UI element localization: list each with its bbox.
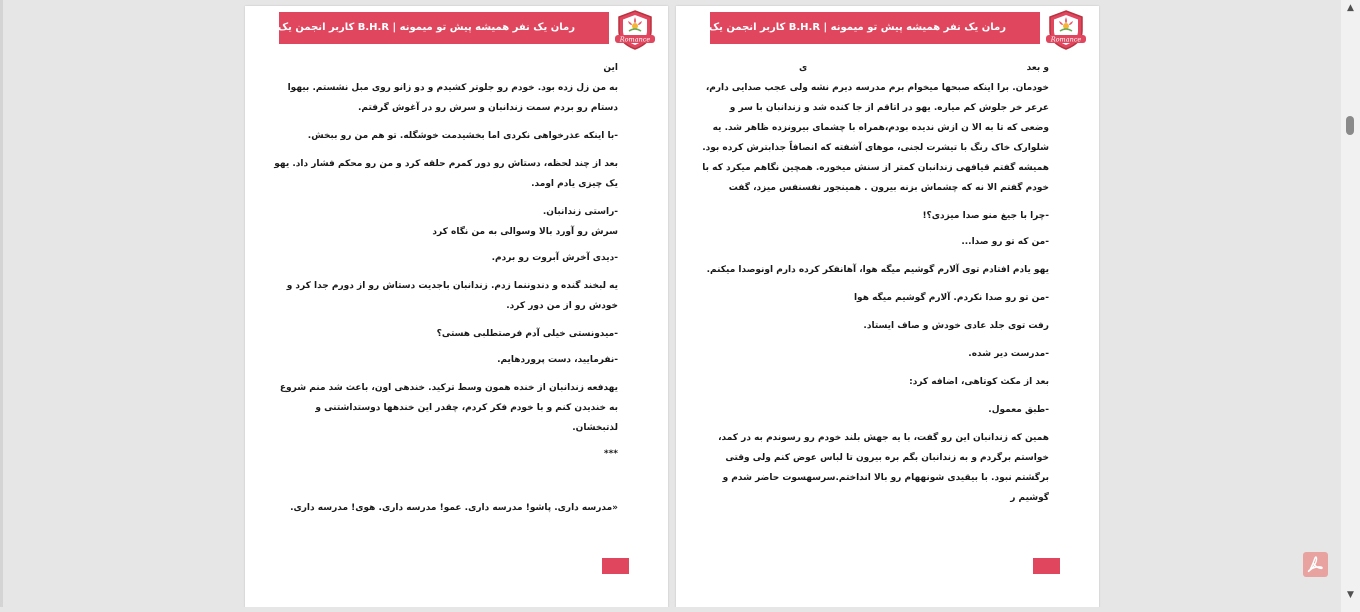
pdf-icon <box>1303 552 1328 577</box>
paragraph: یهدفعه زندانبان از خنده همون وسط ترکید. خندهی اون، باعث شد منم شروع به خندیدن کنم و با خودم فکر کردم، چقدر این خندهها دوستداشتنی و لذتبخشان. <box>279 383 618 433</box>
page-body-text <box>699 58 1049 516</box>
paragraph: -مدرست دیر شده. <box>968 349 1049 359</box>
romance-flower-shield-icon <box>613 9 657 51</box>
scrollbar-thumb[interactable] <box>1346 116 1354 135</box>
paragraph: -من تو رو صدا نکردم. آلارم گوشیم میگه هوا <box>853 293 1049 303</box>
viewer-bottom-edge <box>0 607 1341 612</box>
paragraph: -میدونستی خیلی آدم فرصتطلبی هستی؟ <box>436 329 618 339</box>
paragraph: رفت توی جلد عادی خودش و صاف ایستاد. <box>863 321 1049 331</box>
spacer <box>268 464 618 498</box>
pdf-page-left <box>245 6 668 612</box>
paragraph: -چرا با جیغ منو صدا میزدی؟! <box>922 211 1049 221</box>
pdf-download-button[interactable] <box>1303 552 1328 577</box>
paragraph: -من که تو رو صدا... <box>961 237 1049 247</box>
page-header-banner: رمان یک نفر همیشه پیش تو میمونه | B.H.R کاربر انجمن یک رمان <box>279 12 609 44</box>
paragraph: خودمان. برا اینکه صبحها میخوام برم مدرسه دیرم نشه ولی عجب صدایی دارم، عرعر خر جلوش کم میاره. یهو در اتاقم از جا کنده شد و زندانبان با سر و وضعی که تا به الا ن ازش ندیده بودم،همراه با چشمای بیرونزده ظاهر شد. یه شلوارک خاک رنگ با تیشرت لجنی، موهای آشفته که انصافاً جذابترش کرده بود. همیشه گفتم قیافهی زندانبان کمتر از سنش میخوره. همچین نگاهم میکرد که با خودم گفتم الا نه که چشماش بزنه بیرون . همینجور نفسنفس میزد، گفت <box>702 83 1049 193</box>
paragraph: -راستی زندانبان. <box>542 207 618 217</box>
paragraph: و بعد ی <box>799 63 1049 73</box>
paragraph: -طبق معمول. <box>988 405 1049 415</box>
viewer-left-edge <box>0 0 3 612</box>
paragraph: بعد از چند لحظه، دستاش رو دور کمرم حلقه کرد و من رو محکم فشار داد. یهو یک چیزی یادم اومد. <box>274 159 618 189</box>
paragraph: یه لبخند گنده و دندوننما زدم. زندانبان باجدیت دستاش رو از دورم جدا کرد و خودش رو از من دور کرد. <box>286 281 618 311</box>
paragraph: به من زل زده بود. خودم رو جلوتر کشیدم و دو زانو روی مبل نشستم. بیهوا دستام رو بردم سمت زندانبان و سرش رو در آغوش گرفتم. <box>287 83 618 113</box>
paragraph: سرش رو آورد بالا وسوالی به من نگاه کرد <box>432 227 618 237</box>
page-header-banner: رمان یک نفر همیشه پیش تو میمونه | B.H.R کاربر انجمن یک رمان <box>710 12 1040 44</box>
paragraph: -دیدی آخرش آبروت رو بردم. <box>491 253 618 263</box>
pdf-page-right <box>676 6 1099 612</box>
romance-flower-shield-icon <box>1044 9 1088 51</box>
paragraph: «مدرسه داری. پاشو! مدرسه داری. عمو! مدرسه داری. هوی! مدرسه داری. <box>290 503 618 513</box>
paragraph: این <box>603 63 618 73</box>
paragraph: -نفرمایید، دست پروردهایم. <box>497 355 618 365</box>
vertical-scrollbar[interactable] <box>1341 0 1360 612</box>
page-number-badge <box>602 558 629 574</box>
paragraph: -با اینکه عذرخواهی نکردی اما بخشیدمت خوشگله. تو هم من رو ببخش. <box>307 131 618 141</box>
paragraph: همین که زندانبان این رو گفت، با یه جهش بلند خودم رو رسوندم به در کمد، خواستم برگردم و به زندانبان بگم بره بیرون تا لباس عوض کنم ولی وقتی برگشتم نبود. با بیقیدی شونههام رو بالا انداختم.سرسهسوت حاضر شدم و گوشیم ر <box>718 433 1049 503</box>
logo-text: Romance <box>1050 35 1082 44</box>
logo-text: Romance <box>619 35 651 44</box>
page-number-badge <box>1033 558 1060 574</box>
paragraph: یهو یادم افتادم توی آلارم گوشیم میگه هوا، آهانفکر کرده دارم اونوصدا میکنم. <box>706 265 1049 275</box>
section-separator: *** <box>603 449 618 459</box>
paragraph: بعد از مکث کوتاهی، اضافه کرد: <box>909 377 1049 387</box>
chevron-down-icon[interactable]: ▼ <box>1347 590 1354 600</box>
page-body-text <box>268 58 618 526</box>
chevron-up-icon[interactable]: ▲ <box>1347 3 1354 13</box>
